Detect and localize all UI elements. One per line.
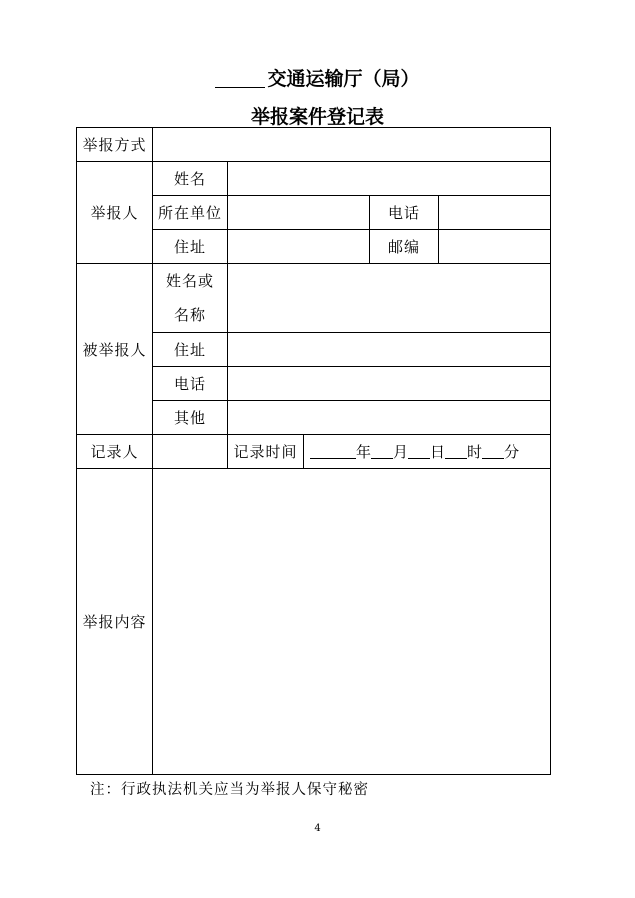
recorder-field[interactable] bbox=[153, 435, 228, 469]
minute-unit: 分 bbox=[504, 443, 520, 461]
reported-other-field[interactable] bbox=[228, 401, 551, 435]
reporter-postcode-label: 邮编 bbox=[370, 230, 439, 264]
report-method-field[interactable] bbox=[153, 128, 551, 162]
reporter-label: 举报人 bbox=[77, 162, 153, 264]
day-unit: 日 bbox=[430, 443, 446, 461]
form-subtitle: 举报案件登记表 bbox=[250, 106, 384, 128]
reported-address-field[interactable] bbox=[228, 333, 551, 367]
day-blank[interactable] bbox=[408, 444, 430, 459]
year-blank[interactable] bbox=[310, 444, 356, 459]
report-method-label: 举报方式 bbox=[77, 128, 153, 162]
reported-address-label: 住址 bbox=[153, 333, 228, 367]
minute-blank[interactable] bbox=[482, 444, 504, 459]
reporter-address-label: 住址 bbox=[153, 230, 228, 264]
reporter-phone-field[interactable] bbox=[439, 196, 551, 230]
reported-name-field[interactable] bbox=[228, 264, 551, 333]
reporter-name-field[interactable] bbox=[228, 162, 551, 196]
reported-phone-field[interactable] bbox=[228, 367, 551, 401]
hour-blank[interactable] bbox=[445, 444, 467, 459]
form-title bbox=[0, 64, 635, 91]
year-unit: 年 bbox=[356, 443, 372, 461]
recorder-label: 记录人 bbox=[77, 435, 153, 469]
reporter-phone-label: 电话 bbox=[370, 196, 439, 230]
report-content-label: 举报内容 bbox=[77, 469, 153, 775]
reporter-name-label: 姓名 bbox=[153, 162, 228, 196]
record-time-field[interactable] bbox=[304, 435, 551, 469]
title-text: 交通运输厅（局） bbox=[267, 68, 420, 90]
month-unit: 月 bbox=[393, 443, 409, 461]
page-number: 4 bbox=[314, 823, 321, 834]
confidentiality-note: 注：行政执法机关应当为举报人保守秘密 bbox=[90, 782, 369, 798]
reported-name-label-line1: 姓名或 bbox=[165, 272, 214, 290]
reported-other-label: 其他 bbox=[153, 401, 228, 435]
report-content-field[interactable] bbox=[153, 469, 551, 775]
registration-table bbox=[76, 127, 551, 775]
record-time-label: 记录时间 bbox=[228, 435, 304, 469]
reported-name-label-line2: 名称 bbox=[173, 306, 206, 324]
reported-party-label: 被举报人 bbox=[77, 264, 153, 435]
reported-phone-label: 电话 bbox=[153, 367, 228, 401]
reporter-postcode-field[interactable] bbox=[439, 230, 551, 264]
reported-name-label bbox=[153, 264, 228, 333]
hour-unit: 时 bbox=[467, 443, 483, 461]
reporter-address-field[interactable] bbox=[228, 230, 370, 264]
title-blank-line bbox=[215, 69, 265, 88]
reporter-unit-field[interactable] bbox=[228, 196, 370, 230]
month-blank[interactable] bbox=[371, 444, 393, 459]
reporter-unit-label: 所在单位 bbox=[153, 196, 228, 230]
